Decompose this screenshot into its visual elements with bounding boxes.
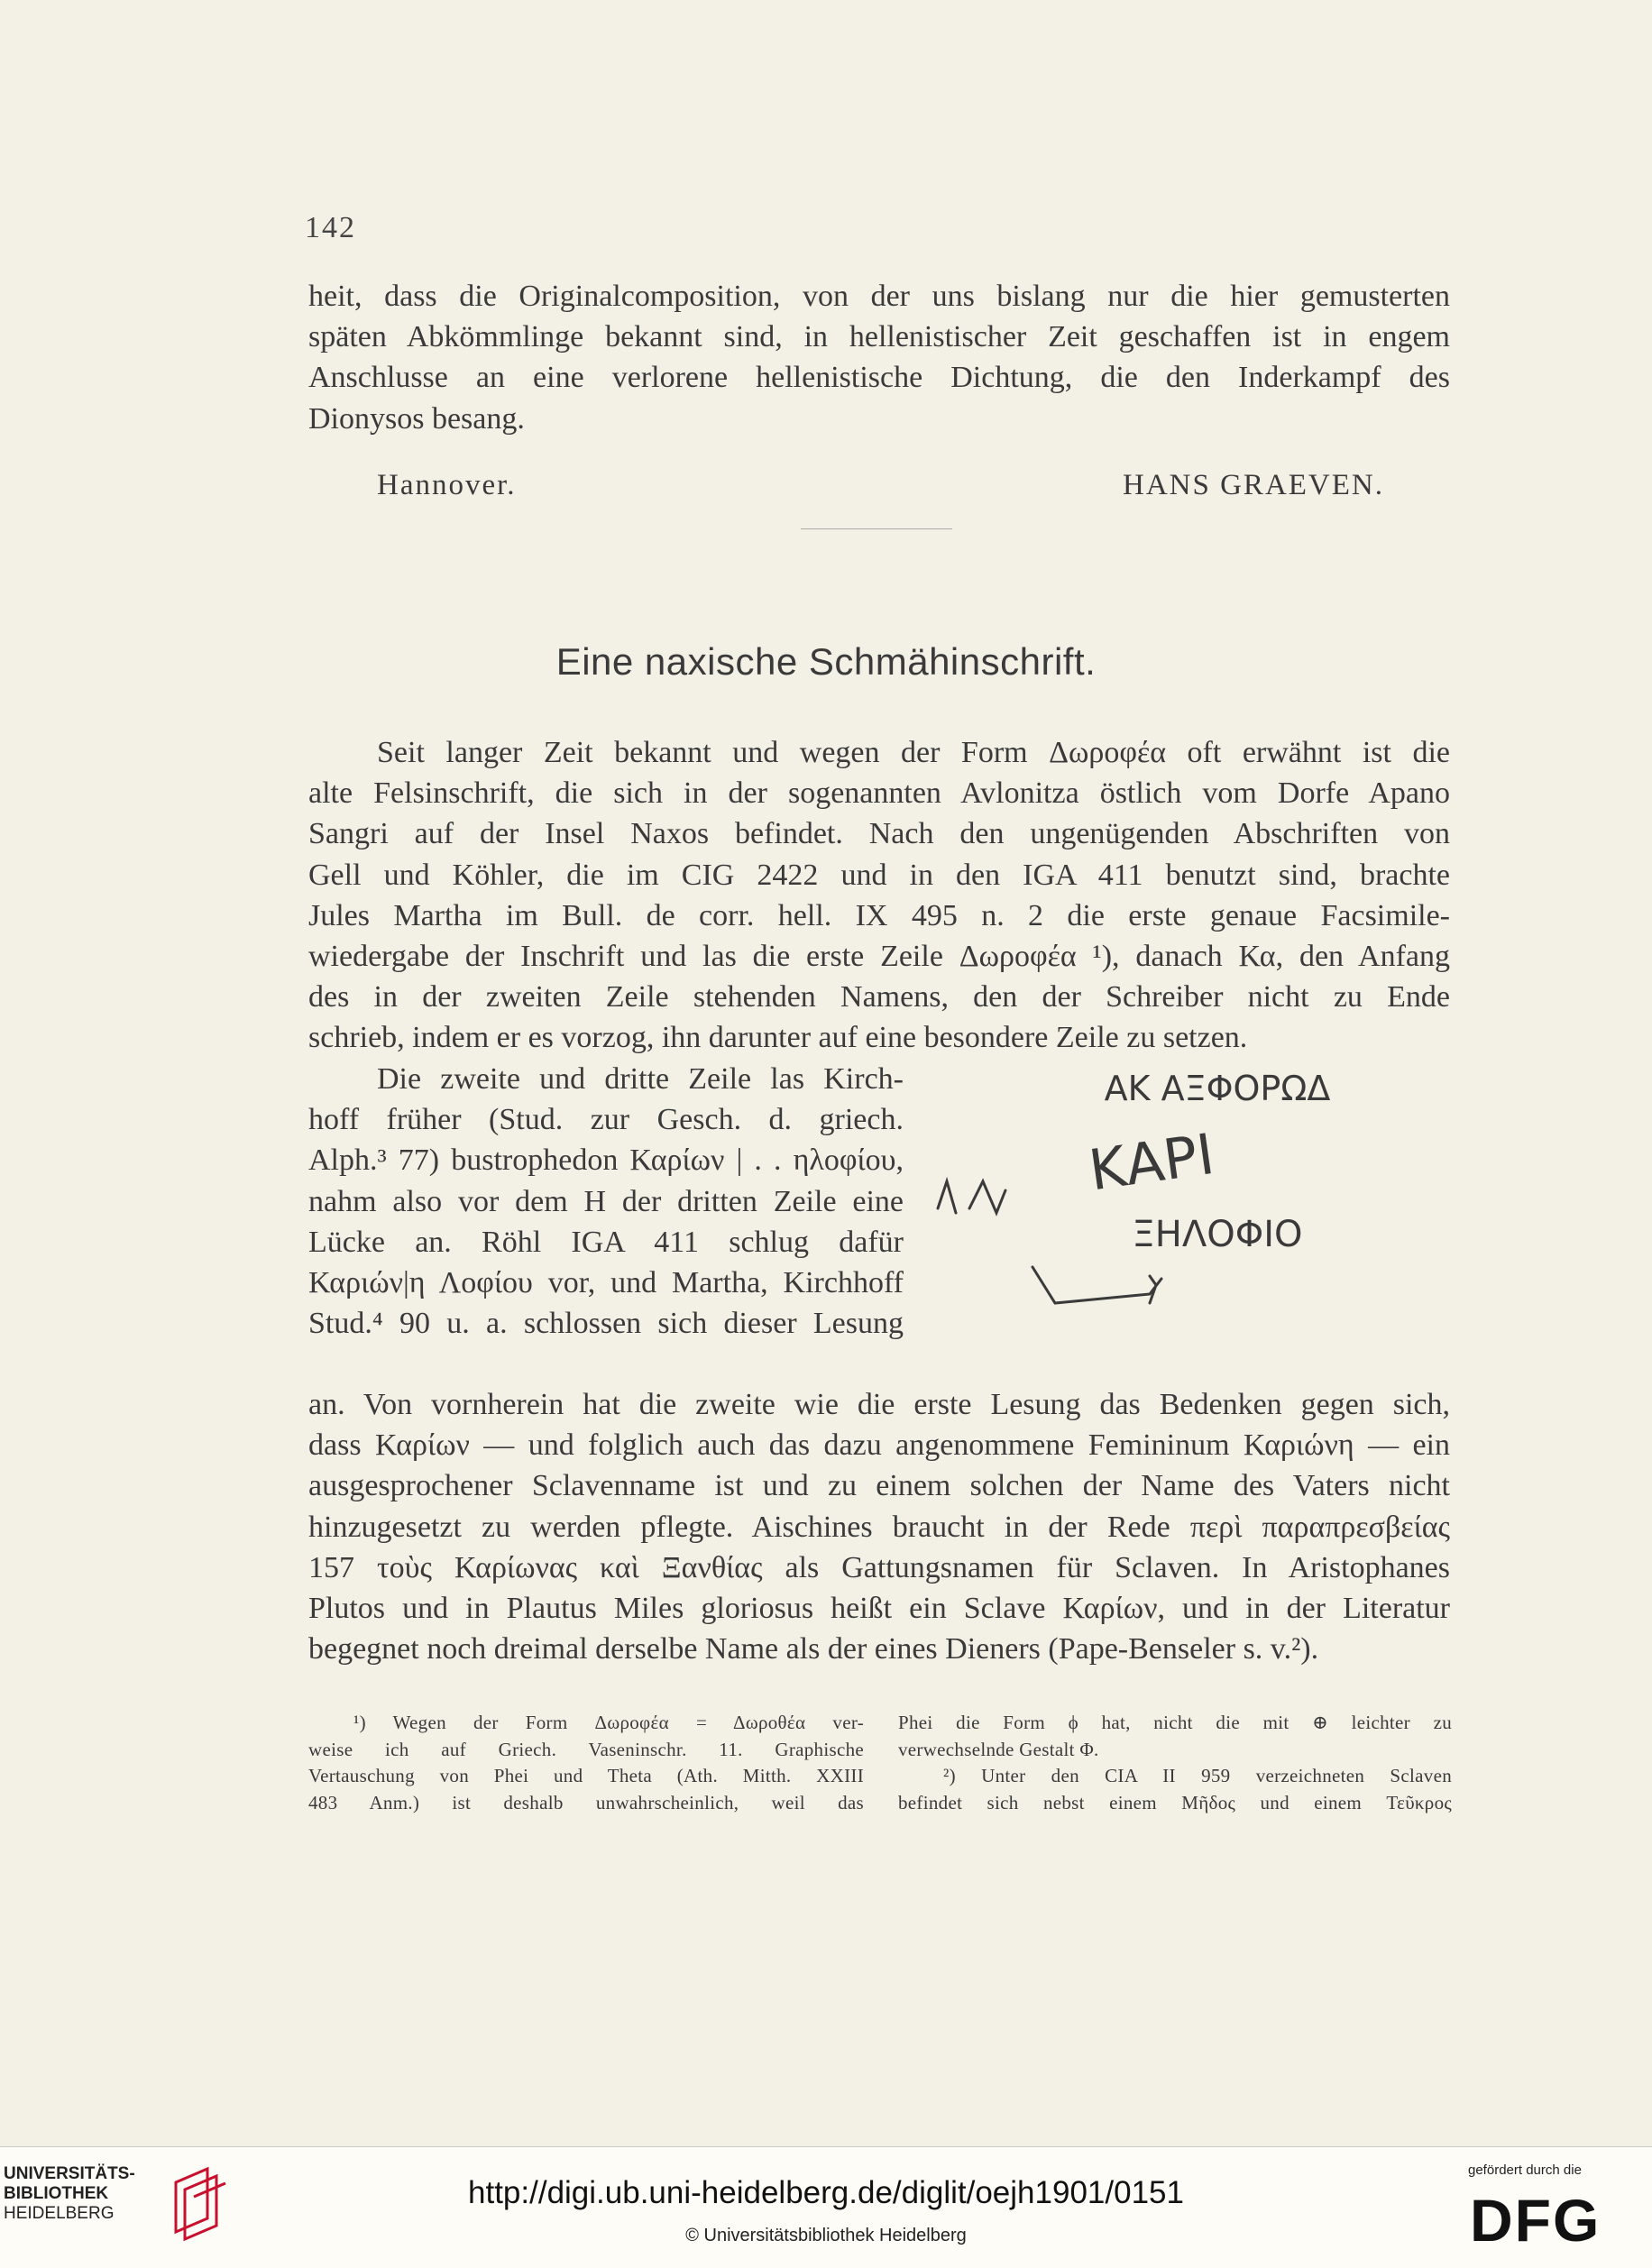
footnote-line: 483 Anm.) ist deshalb unwahrscheinlich, weil das <box>308 1791 864 1813</box>
text-line: nahm also vor dem H der dritten Zeile eine <box>308 1184 904 1218</box>
inscription-line-3: ΞΗΛΟΦΙΟ <box>1132 1214 1303 1255</box>
text-line: schrieb, indem er es vorzog, ihn darunter auf eine besondere Zeile zu setzen. <box>308 1021 1248 1055</box>
text-line: alte Felsinschrift, die sich in der sogenannten Avlonitza östlich vom Dorfe Apano <box>308 776 1450 811</box>
text-line: Jules Martha im Bull. de corr. hell. IX 495 n. 2 die erste genaue Facsimile- <box>308 898 1450 932</box>
dfg-logo-icon[interactable] <box>1470 2187 1623 2250</box>
inscription-line-1: ΑΚ ΑΞΦΟΡΩΔ <box>1104 1069 1331 1108</box>
text-line: Gell und Köhler, die im CIG 2422 und in den IGA 411 benutzt sind, brachte <box>308 858 1450 892</box>
text-line: wiedergabe der Inschrift und las die erste Zeile Δωροφέα ¹), danach Κα, den Anfang <box>308 940 1450 974</box>
page-number: 142 <box>305 211 356 244</box>
article-title: Eine naxische Schmähinschrift. <box>555 640 1097 683</box>
text-line: ausgesprochener Sclavenname ist und zu einem solchen der Name des Vaters nicht <box>308 1469 1450 1503</box>
text-line: begegnet noch dreimal derselbe Name als der eines Dieners (Pape-Benseler s. v.²). <box>308 1632 1319 1667</box>
text-line: späten Abkömmlinge bekannt sind, in hellenistischer Zeit geschaffen ist in engem <box>308 320 1450 354</box>
signature-author: HANS GRAEVEN. <box>1123 469 1384 501</box>
top-paragraph <box>308 276 1450 439</box>
text-line: Sangri auf der Insel Naxos befindet. Nach den ungenügenden Abschriften von <box>308 817 1450 851</box>
library-name-line: HEIDELBERG <box>4 2204 115 2223</box>
footnote-line: ²) Unter den CIA II 959 verzeichneten Sclaven <box>943 1765 1452 1786</box>
footnote-line: ¹) Wegen der Form Δωροφέα = Δωροθέα ver- <box>353 1712 864 1733</box>
text-line: Seit langer Zeit bekannt und wegen der Form Δωροφέα oft erwähnt ist die <box>377 736 1450 769</box>
text-line: Dionysos besang. <box>308 401 525 436</box>
paragraph-2-full <box>308 1384 1450 1669</box>
footnote-line: verwechselnde Gestalt Φ. <box>898 1738 1099 1760</box>
text-line: Stud.⁴ 90 u. a. schlossen sich dieser Lesung <box>308 1307 904 1341</box>
funded-by-label: gefördert durch die <box>1468 2162 1582 2178</box>
section-divider <box>801 528 952 529</box>
text-line: dass Καρίων — und folglich auch das dazu angenommene Femininum Καριώνη — ein <box>308 1428 1450 1463</box>
footnote-line: Phei die Form ϕ hat, nicht die mit ⊕ leichter zu <box>898 1712 1452 1733</box>
text-line: Die zweite und dritte Zeile las Kirch- <box>377 1062 904 1096</box>
inscription-line-2: ΚΑΡΙ <box>1085 1120 1218 1204</box>
text-line: 157 τοὺς Καρίωνας καὶ Ξανθίας als Gattungsnamen für Sclaven. In Aristophanes <box>308 1550 1450 1584</box>
signature-place: Hannover. <box>377 469 517 501</box>
footnotes-right <box>898 1710 1452 1816</box>
text-line: an. Von vornherein hat die zweite wie die erste Lesung das Bedenken gegen sich, <box>308 1388 1450 1421</box>
text-line: heit, dass die Originalcomposition, von der uns bislang nur die hier gemusterten <box>308 280 1450 313</box>
footnotes-left <box>308 1710 864 1816</box>
text-line: hoff früher (Stud. zur Gesch. d. griech. <box>308 1103 904 1137</box>
text-line: Alph.³ 77) bustrophedon Καρίων | . . ηλοφίου, <box>308 1143 904 1178</box>
footnote-line: weise ich auf Griech. Vaseninschr. 11. Graphische <box>308 1738 864 1760</box>
inscription-stroke <box>938 1181 1005 1213</box>
paragraph-1 <box>308 732 1450 1059</box>
inscription-stroke <box>1032 1267 1161 1303</box>
inscription-facsimile <box>920 1046 1479 1353</box>
footnote-line: befindet sich nebst einem Μῆδος und einem Τεῦκρος <box>898 1791 1452 1813</box>
dfg-logo-text: DFG <box>1470 2187 1602 2250</box>
text-line: des in der zweiten Zeile stehenden Namens, den der Schreiber nicht zu Ende <box>308 980 1450 1015</box>
footnote-line: Vertauschung von Phei und Theta (Ath. Mitth. XXIII <box>308 1765 864 1786</box>
library-name-line: UNIVERSITÄTS- <box>4 2164 135 2183</box>
text-line: Lücke an. Röhl IGA 411 schlug dafür <box>308 1225 904 1259</box>
permalink-url[interactable]: http://digi.ub.uni-heidelberg.de/diglit/oejh1901/0151 <box>468 2175 1184 2210</box>
text-line: Anschlusse an eine verlorene hellenistische Dichtung, die den Inderkampf des <box>308 361 1450 395</box>
copyright-notice: © Universitätsbibliothek Heidelberg <box>685 2226 967 2245</box>
text-line: hinzugesetzt zu werden pflegte. Aischines braucht in der Rede περὶ παραπρεσβείας <box>308 1510 1450 1544</box>
text-line: Plutos und in Plautus Miles gloriosus heißt ein Sclave Καρίων, und in der Literatur <box>308 1592 1450 1626</box>
text-line: Καριών|η Λοφίου vor, und Martha, Kirchhoff <box>308 1266 904 1300</box>
library-name-line: BIBLIOTHEK <box>4 2184 109 2203</box>
paragraph-2-narrow <box>308 1059 904 1344</box>
